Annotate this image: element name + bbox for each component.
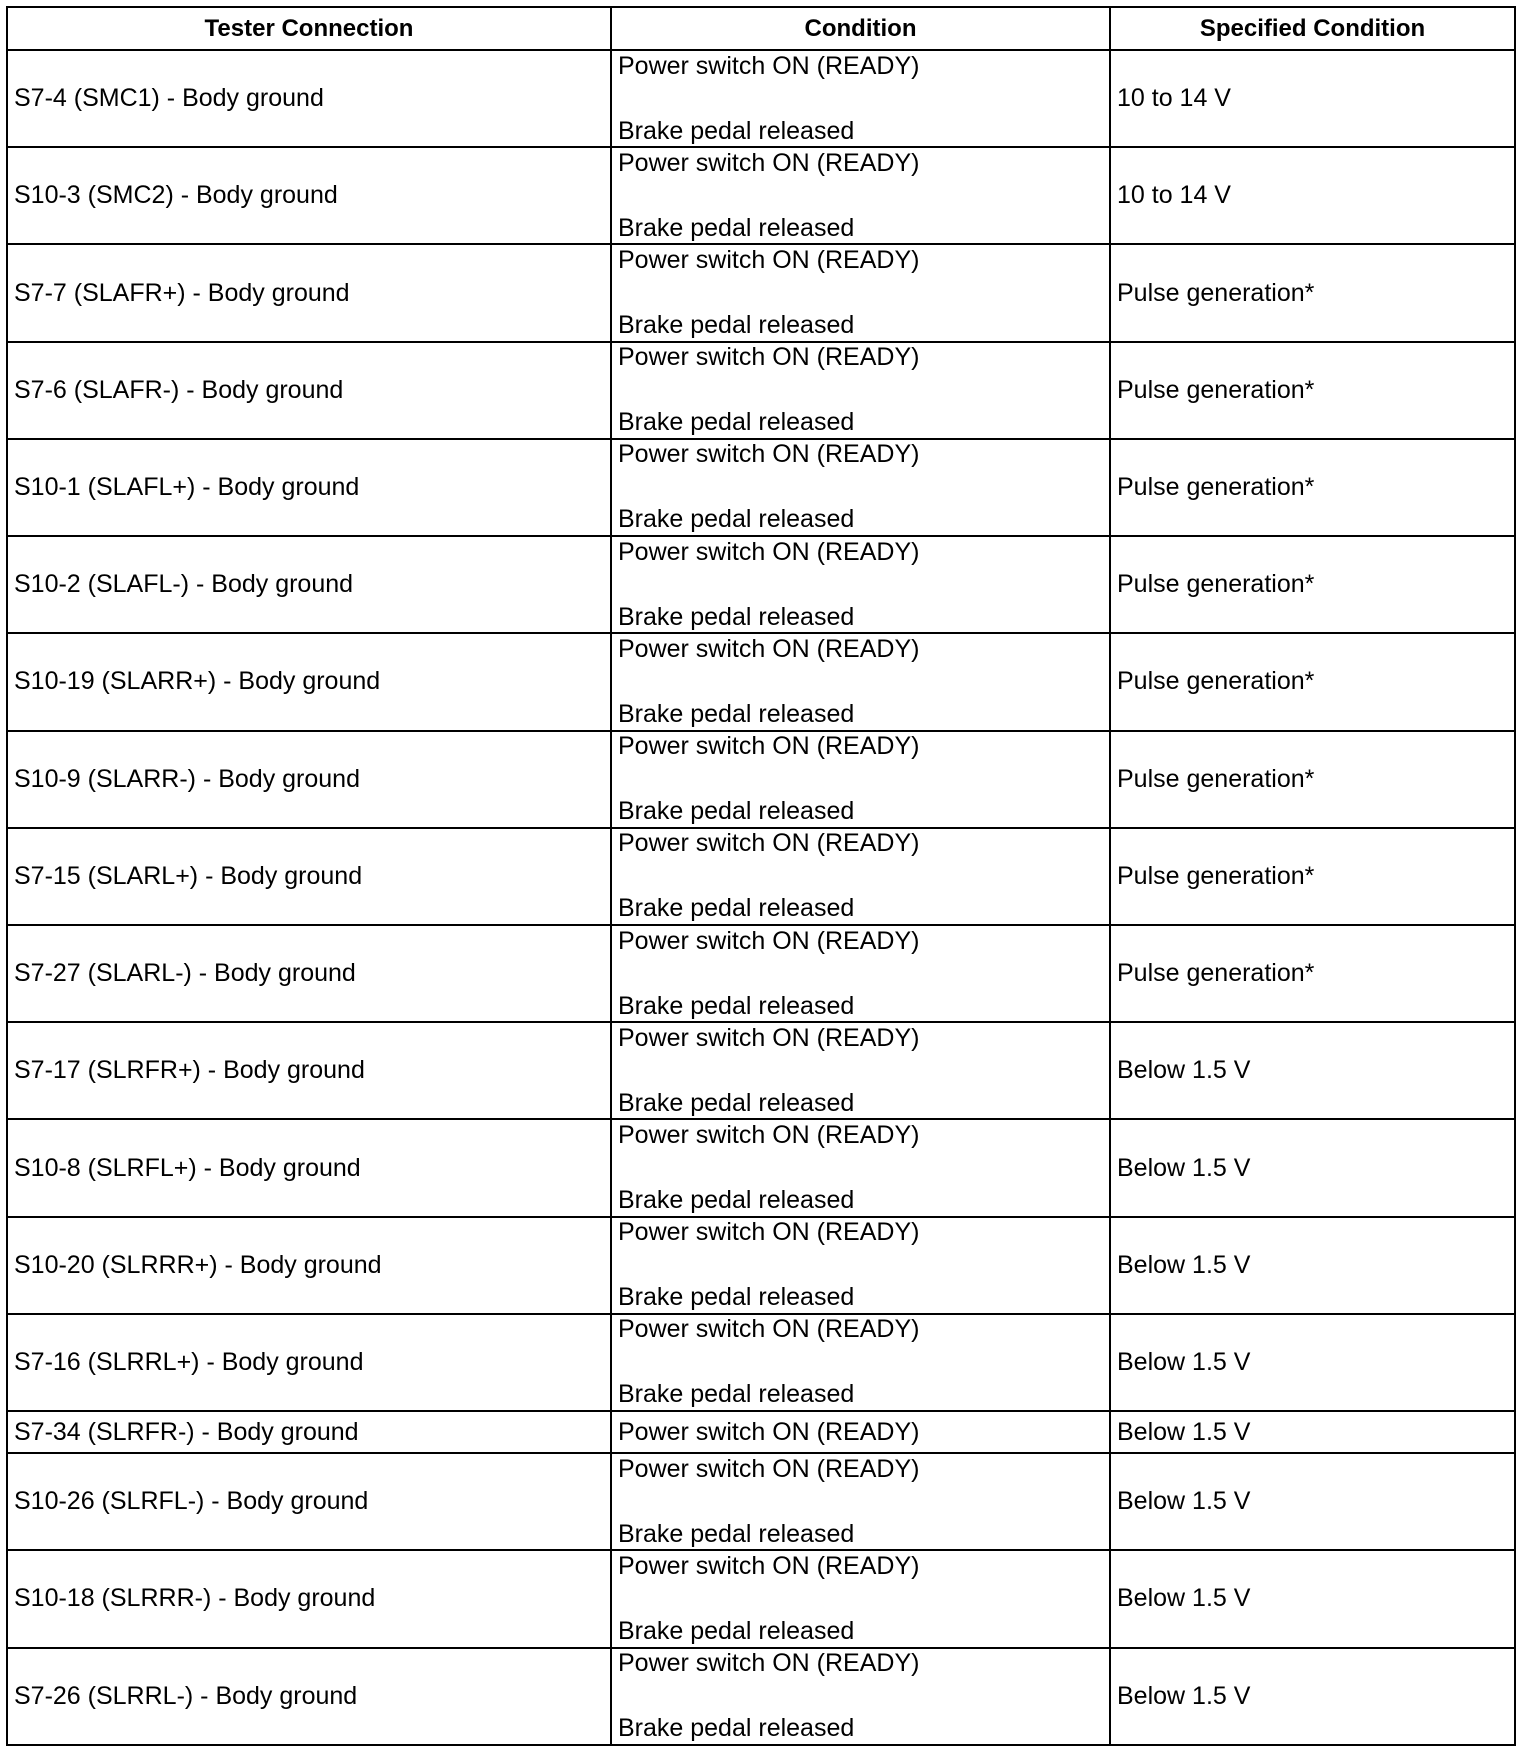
condition-line: Power switch ON (READY) [618,246,920,275]
condition-line: Brake pedal released [618,1088,855,1117]
table-row [7,244,1515,341]
tester-connection-cell: S10-18 (SLRRR-) - Body ground [7,1550,611,1647]
specified-condition-cell: Pulse generation* [1110,244,1515,341]
condition-line: Power switch ON (READY) [618,829,920,858]
condition-cell [611,1314,1110,1411]
tester-connection-cell: S7-27 (SLARL-) - Body ground [7,925,611,1022]
specified-condition-cell: Below 1.5 V [1110,1453,1515,1550]
condition-cell [611,1453,1110,1550]
condition-line: Power switch ON (READY) [618,1023,920,1052]
tester-connection-cell: S7-7 (SLAFR+) - Body ground [7,244,611,341]
specified-condition-cell: Below 1.5 V [1110,1119,1515,1216]
condition-cell [611,439,1110,536]
condition-line: Brake pedal released [618,602,855,631]
condition-lines [618,830,1103,922]
condition-cell [611,925,1110,1022]
condition-lines [618,247,1103,339]
condition-line: Brake pedal released [618,699,855,728]
condition-cell [611,244,1110,341]
specified-condition-cell: Below 1.5 V [1110,1411,1515,1453]
tester-connection-cell: S10-9 (SLARR-) - Body ground [7,731,611,828]
condition-line: Power switch ON (READY) [618,1218,920,1247]
specified-condition-cell: Below 1.5 V [1110,1314,1515,1411]
condition-lines [618,1025,1103,1117]
condition-line: Power switch ON (READY) [618,1649,920,1678]
condition-line: Brake pedal released [618,311,855,340]
condition-line: Brake pedal released [618,1616,855,1645]
specified-condition-cell: Below 1.5 V [1110,1550,1515,1647]
specified-condition-cell: Pulse generation* [1110,828,1515,925]
condition-line: Power switch ON (READY) [618,343,920,372]
tester-connection-cell: S10-2 (SLAFL-) - Body ground [7,536,611,633]
table-row [7,1119,1515,1216]
condition-line: Power switch ON (READY) [618,148,920,177]
condition-line: Brake pedal released [618,991,855,1020]
header-specified-condition: Specified Condition [1110,7,1515,50]
table-row [7,536,1515,633]
condition-line: Power switch ON (READY) [618,1121,920,1150]
tester-connection-cell: S10-19 (SLARR+) - Body ground [7,633,611,730]
table-row [7,342,1515,439]
condition-line: Brake pedal released [618,408,855,437]
tester-connection-cell: S7-26 (SLRRL-) - Body ground [7,1648,611,1745]
condition-cell [611,1217,1110,1314]
specified-condition-cell: Below 1.5 V [1110,1022,1515,1119]
table-body [7,50,1515,1745]
condition-lines [618,1456,1103,1548]
tester-connection-cell: S10-1 (SLAFL+) - Body ground [7,439,611,536]
table-row [7,1022,1515,1119]
condition-line: Brake pedal released [618,1186,855,1215]
specified-condition-cell: Pulse generation* [1110,342,1515,439]
specified-condition-cell: Below 1.5 V [1110,1648,1515,1745]
table-row [7,925,1515,1022]
condition-line: Power switch ON (READY) [618,440,920,469]
condition-cell [611,342,1110,439]
condition-line: Brake pedal released [618,1380,855,1409]
tester-connection-cell: S7-6 (SLAFR-) - Body ground [7,342,611,439]
tester-connection-cell: S10-20 (SLRRR+) - Body ground [7,1217,611,1314]
table-row [7,1314,1515,1411]
specified-condition-cell: Pulse generation* [1110,439,1515,536]
condition-lines [618,1419,1103,1446]
table-row [7,1550,1515,1647]
condition-line: Brake pedal released [618,1714,855,1743]
specified-condition-cell: Pulse generation* [1110,925,1515,1022]
table-row [7,633,1515,730]
condition-line: Brake pedal released [618,1519,855,1548]
condition-line: Brake pedal released [618,894,855,923]
specified-condition-cell: Pulse generation* [1110,633,1515,730]
condition-line: Power switch ON (READY) [618,634,920,663]
condition-cell [611,731,1110,828]
condition-line: Brake pedal released [618,505,855,534]
tester-connection-table [6,6,1516,1746]
condition-cell [611,1648,1110,1745]
header-row [7,7,1515,50]
condition-cell [611,1119,1110,1216]
condition-line: Power switch ON (READY) [618,1551,920,1580]
tester-connection-cell: S7-16 (SLRRL+) - Body ground [7,1314,611,1411]
condition-lines [618,636,1103,728]
condition-lines [618,1122,1103,1214]
tester-connection-cell: S10-3 (SMC2) - Body ground [7,147,611,244]
table-row [7,828,1515,925]
condition-cell [611,1550,1110,1647]
tester-connection-cell: S10-26 (SLRFL-) - Body ground [7,1453,611,1550]
table-row [7,731,1515,828]
specified-condition-cell: Pulse generation* [1110,536,1515,633]
specified-condition-cell: 10 to 14 V [1110,50,1515,147]
condition-line: Brake pedal released [618,116,855,145]
condition-line: Brake pedal released [618,1283,855,1312]
condition-lines [618,441,1103,533]
condition-cell [611,1411,1110,1453]
table-row [7,50,1515,147]
table-row [7,1411,1515,1453]
tester-connection-cell: S7-4 (SMC1) - Body ground [7,50,611,147]
condition-cell [611,633,1110,730]
table-row [7,1453,1515,1550]
condition-lines [618,150,1103,242]
tester-connection-cell: S7-17 (SLRFR+) - Body ground [7,1022,611,1119]
specified-condition-cell: Pulse generation* [1110,731,1515,828]
condition-cell [611,50,1110,147]
condition-lines [618,1316,1103,1408]
header-condition: Condition [611,7,1110,50]
condition-lines [618,53,1103,145]
condition-line: Power switch ON (READY) [618,1454,920,1483]
condition-lines [618,1553,1103,1645]
document-page [6,6,1514,1746]
condition-line: Power switch ON (READY) [618,1315,920,1344]
condition-line: Power switch ON (READY) [618,1417,920,1446]
condition-lines [618,733,1103,825]
table-row [7,439,1515,536]
condition-cell [611,147,1110,244]
condition-lines [618,344,1103,436]
specified-condition-cell: Below 1.5 V [1110,1217,1515,1314]
condition-line: Power switch ON (READY) [618,926,920,955]
condition-line: Power switch ON (READY) [618,537,920,566]
condition-line: Power switch ON (READY) [618,51,920,80]
table-row [7,1217,1515,1314]
condition-lines [618,928,1103,1020]
specified-condition-cell: 10 to 14 V [1110,147,1515,244]
condition-cell [611,828,1110,925]
table-row [7,147,1515,244]
condition-line: Power switch ON (READY) [618,732,920,761]
tester-connection-cell: S7-15 (SLARL+) - Body ground [7,828,611,925]
condition-lines [618,1650,1103,1742]
tester-connection-cell: S10-8 (SLRFL+) - Body ground [7,1119,611,1216]
condition-line: Brake pedal released [618,213,855,242]
condition-cell [611,536,1110,633]
condition-lines [618,539,1103,631]
tester-connection-cell: S7-34 (SLRFR-) - Body ground [7,1411,611,1453]
condition-lines [618,1219,1103,1311]
header-tester-connection: Tester Connection [7,7,611,50]
condition-cell [611,1022,1110,1119]
table-row [7,1648,1515,1745]
condition-line: Brake pedal released [618,797,855,826]
